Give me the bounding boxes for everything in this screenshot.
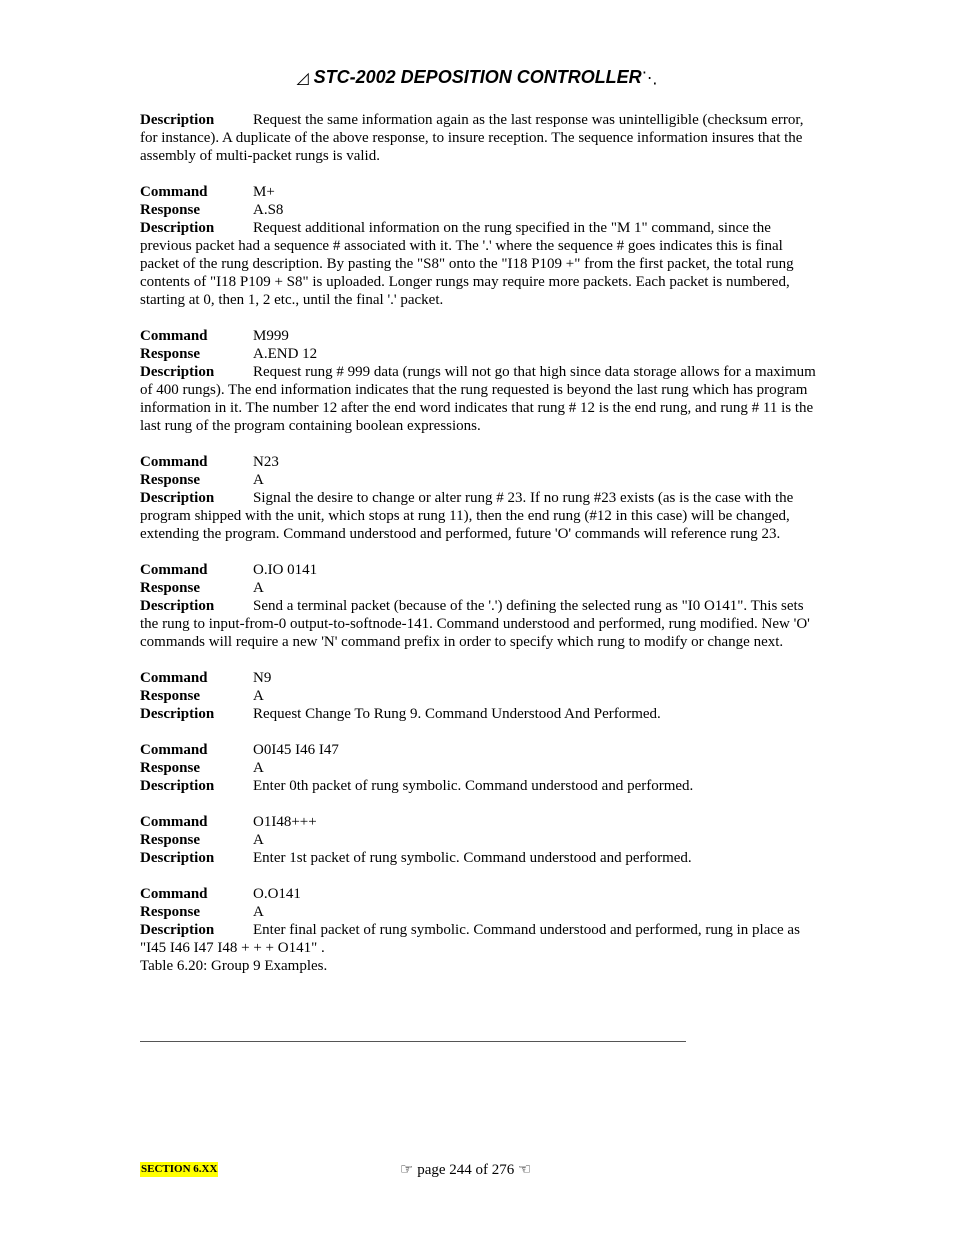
response-value: A.S8 (253, 202, 284, 218)
command-value: N9 (253, 670, 272, 686)
command-value: M+ (253, 184, 275, 200)
description-label: Description (140, 112, 215, 128)
command-field (140, 453, 816, 471)
response-value: A (253, 832, 264, 848)
example-entry-2 (140, 327, 816, 435)
response-value: A (253, 904, 264, 920)
description-field (140, 705, 816, 723)
response-value: A (253, 580, 264, 596)
command-field (140, 813, 816, 831)
document-header (0, 64, 954, 92)
description-label: Description (140, 706, 215, 722)
command-label: Command (140, 184, 208, 200)
response-label: Response (140, 832, 201, 848)
description-field (140, 111, 816, 165)
example-entry-3 (140, 453, 816, 543)
response-value: A (253, 472, 264, 488)
command-value: O0I45 I46 I47 (253, 742, 339, 758)
command-label: Command (140, 814, 208, 830)
description-text: Enter 0th packet of rung symbolic. Command understood and performed. (253, 778, 694, 794)
description-field (140, 219, 816, 309)
response-field (140, 759, 816, 777)
page-number (400, 1160, 531, 1179)
description-label: Description (140, 922, 215, 938)
command-field (140, 327, 816, 345)
intro-entry (140, 111, 816, 165)
command-label: Command (140, 742, 208, 758)
table-caption: Table 6.20: Group 9 Examples. (140, 958, 328, 974)
response-field (140, 903, 816, 921)
response-value: A.END 12 (253, 346, 318, 362)
response-label: Response (140, 688, 201, 704)
command-field (140, 741, 816, 759)
description-text: Enter 1st packet of rung symbolic. Command understood and performed. (253, 850, 692, 866)
command-value: O.O141 (253, 886, 301, 902)
description-field (140, 489, 816, 543)
example-entry-7 (140, 813, 816, 867)
description-text: Signal the desire to change or alter rung # 23. If no rung #23 exists (as is the case with the program shipped with the unit, which stops at rung 11), then the end rung (#12 in this case) will be changed, extending the program. Command understood and performed, future 'O' commands will reference rung 23. (140, 490, 794, 542)
description-field (140, 597, 816, 651)
description-label: Description (140, 850, 215, 866)
description-text: Request additional information on the rung specified in the "M 1" command, since the previous packet had a sequence # associated with it. The '.' where the sequence # goes indicates this is final packet of the rung description. By pasting the "S8" onto the "I18 P109 +" from the first packet, the total rung contents of "I18 P109 + S8" is uploaded. Longer rungs may require more packets. Each packet is numbered, starting at 0, then 1, 2 etc., until the final '.' packet. (140, 220, 794, 308)
command-label: Command (140, 454, 208, 470)
command-label: Command (140, 886, 208, 902)
command-value: O.IO 0141 (253, 562, 318, 578)
footer-divider (140, 1041, 686, 1042)
example-entry-1 (140, 183, 816, 309)
command-value: M999 (253, 328, 289, 344)
command-field (140, 183, 816, 201)
response-label: Response (140, 472, 201, 488)
command-field (140, 561, 816, 579)
command-label: Command (140, 562, 208, 578)
response-label: Response (140, 760, 201, 776)
example-entry-4 (140, 561, 816, 651)
command-label: Command (140, 670, 208, 686)
command-value: O1I48+++ (253, 814, 317, 830)
command-field (140, 885, 816, 903)
description-field (140, 849, 816, 867)
response-value: A (253, 688, 264, 704)
page-number-text: page 244 of 276 (417, 1162, 515, 1178)
description-text: Send a terminal packet (because of the '.') defining the selected rung as "I0 O141". This sets the rung to input-from-0 output-to-softnode-141. Command understood and performed, rung modified. New 'O' commands will require a new 'N' command prefix in order to specify which rung to modify or change next. (140, 598, 810, 650)
description-text: Request rung # 999 data (rungs will not go that high since data storage allows for a maximum of 400 rungs). The end information indicates that the rung requested is beyond the last rung which has program information in it. The number 12 after the end word indicates that rung # 12 is the end rung, and rung # 11 is the last rung of the program containing boolean expressions. (140, 364, 816, 434)
response-field (140, 831, 816, 849)
description-label: Description (140, 220, 215, 236)
section-badge: SECTION 6.XX (141, 1163, 218, 1175)
command-value: N23 (253, 454, 279, 470)
response-field (140, 579, 816, 597)
response-label: Response (140, 580, 201, 596)
description-text: Enter final packet of rung symbolic. Command understood and performed, rung in place as "I45 I46 I47 I48 + + + O141" . (140, 922, 800, 956)
description-label: Description (140, 364, 215, 380)
response-field (140, 345, 816, 363)
response-field (140, 687, 816, 705)
description-text: Request Change To Rung 9. Command Understood And Performed. (253, 706, 661, 722)
response-field (140, 201, 816, 219)
description-label: Description (140, 598, 215, 614)
document-body (140, 111, 816, 975)
description-field (140, 363, 816, 435)
description-field (140, 921, 816, 957)
description-field (140, 777, 816, 795)
description-label: Description (140, 778, 215, 794)
example-entry-5 (140, 669, 816, 723)
response-label: Response (140, 346, 201, 362)
left-triangle-icon: ◿ (296, 70, 309, 87)
example-entry-8 (140, 885, 816, 957)
response-label: Response (140, 904, 201, 920)
description-label: Description (140, 490, 215, 506)
document-title: STC-2002 DEPOSITION CONTROLLER (313, 67, 642, 87)
response-label: Response (140, 202, 201, 218)
response-field (140, 471, 816, 489)
pointing-hand-left-icon: ☜ (518, 1160, 532, 1178)
command-label: Command (140, 328, 208, 344)
response-value: A (253, 760, 264, 776)
pointing-hand-right-icon: ☞ (400, 1160, 414, 1178)
description-text: Request the same information again as the last response was unintelligible (checksum error, for instance). A duplicate of the above response, to insure reception. The sequence information insures that the assembly of multi-packet rungs is valid. (140, 112, 804, 164)
right-diagonal-icon: ⋱ (641, 70, 658, 87)
command-field (140, 669, 816, 687)
example-entry-6 (140, 741, 816, 795)
